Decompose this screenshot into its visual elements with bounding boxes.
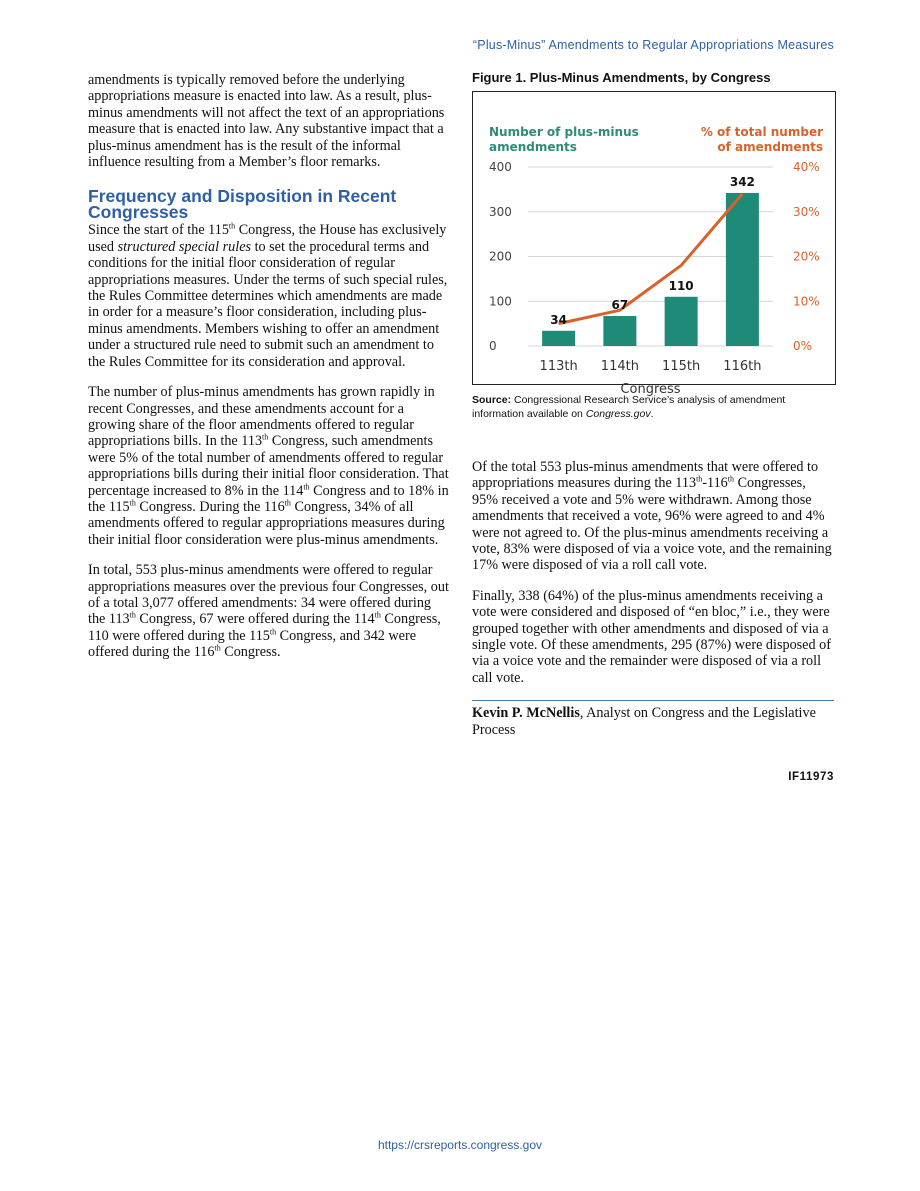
plus-minus-chart [473,92,835,397]
x-tick-label: 115th [662,359,701,374]
x-axis-title: Congress [620,382,681,397]
bar-113th [542,331,575,346]
right-column [472,459,834,738]
y-tick-label-left: 200 [489,249,512,264]
y-tick-label-right: 30% [793,204,820,219]
left-axis-title-line2: amendments [489,140,577,154]
footer-link[interactable]: https://crsreports.congress.gov [377,1138,543,1152]
document-id: IF11973 [788,771,834,783]
paragraph-totals: In total, 553 plus-minus amendments were offered to regular appropriations measures over the previous four Congresses, out of a total 3,077 offered amendments: 34 were offered during the 113th Congress, 67 were offered during the 114th Congress, 110 were offered during the 115th Congress, and 342 were offered during the 116th Congress. [88,562,449,661]
figure-source: Source: Congressional Research Service’s analysis of amendment information available on Congress.gov. [472,394,786,420]
intro-paragraph: amendments is typically removed before the underlying appropriations measure is enacted into law. As a result, plus-minus amendments will not affect the text of an appropriations measure that is enacted into law. Any substantive impact that a plus-minus amendment has is the result of the informal influence resulting from a Member’s floor remarks. [88,72,445,171]
y-tick-label-right: 40% [793,160,820,174]
x-tick-label: 116th [723,359,762,374]
x-tick-label: 114th [600,359,639,374]
y-tick-label-left: 400 [489,160,512,174]
right-axis-title-line1: % of total number [700,125,823,139]
paragraph-disposition: Of the total 553 plus-minus amendments that were offered to appropriations measures during the 113th-116th Congresses, 95% received a vote and 5% were withdrawn. Among those amendments that received a vote, 96% were agreed to and 4% were not agreed to. Of the plus-minus amendments receiving a vote, 83% were disposed of via a voice vote, and the remaining 17% were disposed of via a roll call vote. [472,459,832,574]
paragraph-growth: The number of plus-minus amendments has grown rapidly in recent Congresses, and these amendments account for a growing share of the floor amendments offered to regular appropriations bills. In the 113th Congress, such amendments were 5% of the total number of amendments offered to regular appropriations bills during their initial floor consideration. That percentage increased to 8% in the 114th Congress and to 18% in the 115th Congress. During the 116th Congress, 34% of all amendments offered to regular appropriations measures during their initial floor consideration were plus-minus amendments. [88,384,449,548]
data-label: 110 [668,278,694,293]
running-header: “Plus-Minus” Amendments to Regular Appropriations Measures [472,38,834,52]
right-axis-title-line2: of amendments [717,140,823,154]
left-column [88,72,450,675]
figure-1 [472,70,836,421]
left-axis-title-line1: Number of plus-minus [489,125,639,139]
paragraph-structured-rules: Since the start of the 115th Congress, the House has exclusively used structured special rules to set the procedural terms and conditions for the initial floor consideration of regular appropriations measures. Under the terms of such special rules, the Rules Committee determines which amendments are made in order for a measure’s floor consideration, including plus-minus amendments. Members wishing to offer an amendment under a structured rule need to submit such an amendment to the Rules Committee for its consideration and approval. [88,221,448,370]
y-tick-label-right: 20% [793,249,820,264]
paragraph-en-bloc: Finally, 338 (64%) of the plus-minus amendments receiving a vote were considered and disposed of “en bloc,” i.e., they were grouped together with other amendments and disposed of via a single vote. Of these amendments, 295 (87%) were disposed of via a voice vote and the remainder were disposed of via a roll call vote. [472,587,831,686]
figure-title: Figure 1. Plus-Minus Amendments, by Congress [472,70,771,85]
section-heading: Frequency and Disposition in Recent Congresses [88,186,397,223]
bar-114th [603,316,636,346]
data-label: 34 [550,312,567,327]
y-tick-label-right: 10% [793,294,820,309]
y-tick-label-left: 0 [489,339,497,353]
y-tick-label-right: 0% [793,339,813,353]
percent-line [559,194,743,324]
data-label: 67 [611,298,629,313]
bar-115th [665,297,698,346]
author-role: , Analyst on Congress and the Legislative Process [472,705,816,738]
x-tick-label: 113th [539,359,578,374]
author-name: Kevin P. McNellis [472,705,580,722]
data-label: 342 [729,174,755,189]
bar-116th [726,193,759,346]
chart-frame [472,91,836,397]
author-block [472,700,834,738]
y-tick-label-left: 300 [489,204,512,219]
y-tick-label-left: 100 [489,294,512,309]
